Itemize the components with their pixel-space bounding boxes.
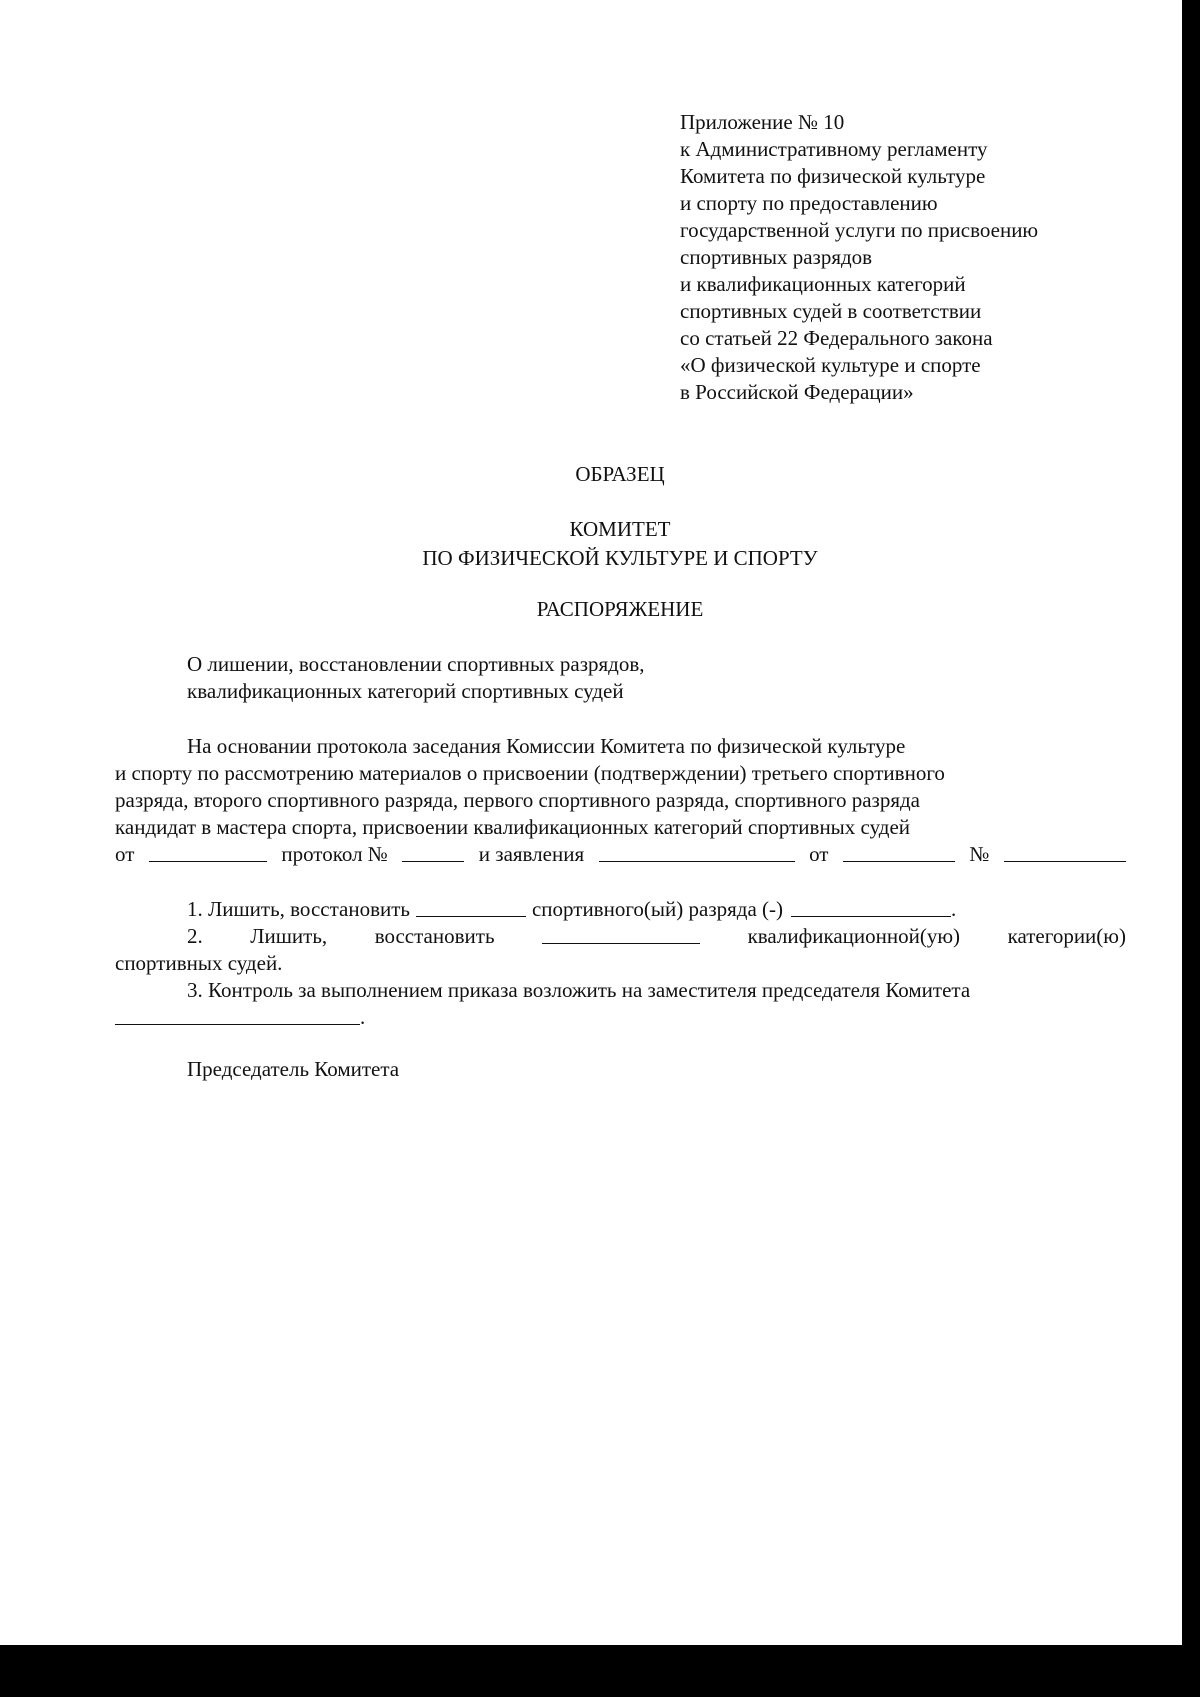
- item-1-rank-blank-field[interactable]: [791, 896, 951, 917]
- application-blank-field[interactable]: [599, 841, 795, 862]
- annex-line: «О физической культуре и спорте: [680, 353, 981, 377]
- from-label-2: от: [809, 842, 829, 866]
- committee-line-1: КОМИТЕТ: [569, 517, 671, 541]
- item-2-word: восстановить: [374, 924, 495, 948]
- subject-line-1: О лишении, восстановлении спортивных разрядов,: [187, 652, 645, 676]
- item-1-blank-field[interactable]: [416, 896, 526, 917]
- annex-line: к Административному регламенту: [680, 137, 988, 161]
- annex-line: спортивных судей в соответствии: [680, 299, 982, 323]
- annex-line: в Российской Федерации»: [680, 380, 914, 404]
- preamble-line-4: [115, 814, 1126, 841]
- preamble-paragraph: [115, 733, 1126, 868]
- application-date-blank-field[interactable]: [843, 841, 955, 862]
- annex-line: Комитета по физической культуре: [680, 164, 986, 188]
- application-number-blank-field[interactable]: [1004, 841, 1126, 862]
- item-2-word: категории(ю): [1007, 924, 1126, 948]
- preamble-text: разряда, второго спортивного разряда, первого спортивного разряда, спортивного разряда: [115, 788, 921, 812]
- preamble-text: и спорту по рассмотрению материалов о присвоении (подтверждении) третьего спортивного: [115, 761, 945, 785]
- annex-line: и спорту по предоставлению: [680, 191, 938, 215]
- item-2-continuation: [115, 950, 1126, 977]
- item-1-mid-text: спортивного(ый) разряда (-): [531, 897, 784, 921]
- item-2-number: 2.: [187, 924, 203, 948]
- preamble-text: кандидат в мастера спорта, присвоении квалификационных категорий спортивных судей: [115, 815, 911, 839]
- order-items: [115, 896, 1126, 1031]
- item-3-end: .: [360, 1005, 366, 1029]
- item-1-end: .: [951, 897, 957, 921]
- item-2-word: Лишить,: [250, 924, 328, 948]
- preamble-line-3: [115, 787, 1126, 814]
- item-2-continuation-text: спортивных судей.: [115, 951, 283, 975]
- item-3-text: 3. Контроль за выполнением приказа возложить на заместителя председателя Комитета: [187, 978, 971, 1002]
- annex-line: и квалификационных категорий: [680, 272, 966, 296]
- document-subject: [187, 651, 645, 705]
- item-3-blank-field[interactable]: [115, 1004, 360, 1025]
- subject-line-2: квалификационных категорий спортивных судей: [187, 679, 624, 703]
- item-3: [115, 977, 1126, 1004]
- item-1-text: 1. Лишить, восстановить: [187, 897, 410, 921]
- annex-line: со статьей 22 Федерального закона: [680, 326, 993, 350]
- item-2-word: квалификационной(ую): [747, 924, 961, 948]
- application-label: и заявления: [478, 842, 585, 866]
- preamble-line-2: [115, 760, 1126, 787]
- committee-line-2: ПО ФИЗИЧЕСКОЙ КУЛЬТУРЕ И СПОРТУ: [422, 546, 818, 570]
- sample-label: ОБРАЗЕЦ: [575, 462, 665, 486]
- document-type-heading: РАСПОРЯЖЕНИЕ: [536, 597, 704, 621]
- signature-label: Председатель Комитета: [187, 1057, 400, 1081]
- preamble-text: На основании протокола заседания Комиссии Комитета по физической культуре: [187, 734, 906, 758]
- item-1: [115, 896, 1126, 923]
- date-blank-field[interactable]: [149, 841, 267, 862]
- preamble-line-1: [115, 733, 1126, 760]
- annex-line: спортивных разрядов: [680, 245, 873, 269]
- protocol-number-blank-field[interactable]: [402, 841, 464, 862]
- annex-line: государственной услуги по присвоению: [680, 218, 1039, 242]
- item-2-blank-field[interactable]: [542, 923, 700, 944]
- annex-note: [680, 109, 1038, 406]
- item-3-continuation: [115, 1004, 1126, 1031]
- from-label: от: [115, 842, 135, 866]
- number-label: №: [969, 842, 990, 866]
- committee-heading: [115, 515, 1125, 573]
- item-2: [115, 923, 1126, 950]
- protocol-label: протокол №: [281, 842, 388, 866]
- preamble-line-5: [115, 841, 1126, 868]
- annex-line: Приложение № 10: [680, 110, 845, 134]
